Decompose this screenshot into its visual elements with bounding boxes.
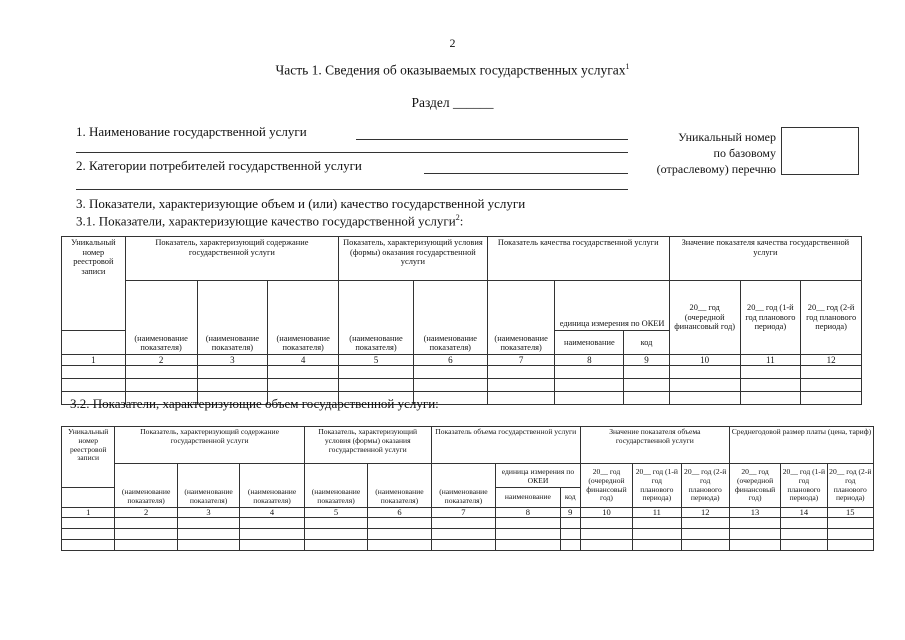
table-cell[interactable] bbox=[801, 379, 862, 392]
t1-header-unit: единица измерения по ОКЕИ bbox=[555, 281, 669, 331]
table-cell[interactable] bbox=[560, 540, 580, 551]
table-cell[interactable] bbox=[624, 366, 670, 379]
t1-colnum: 6 bbox=[413, 355, 487, 366]
t2-colnum: 13 bbox=[729, 508, 780, 518]
quality-table bbox=[61, 236, 862, 405]
t1-header-name: наименование bbox=[555, 331, 624, 355]
table-cell[interactable] bbox=[555, 392, 624, 405]
t2-header-conditions: Показатель, характеризующий условия (формы) оказания государственной услуги bbox=[304, 427, 431, 464]
t2-name-ind-6: (наименование показателя) bbox=[368, 464, 431, 508]
t2-colnum: 15 bbox=[827, 508, 873, 518]
table-cell[interactable] bbox=[624, 392, 670, 405]
t2-colnum: 1 bbox=[62, 508, 115, 518]
t2-header-year2: 20__ год (1-й год планового периода) bbox=[633, 464, 681, 508]
table-cell[interactable] bbox=[62, 366, 126, 379]
table-cell[interactable] bbox=[368, 518, 431, 529]
t2-colnum: 14 bbox=[781, 508, 827, 518]
table-cell[interactable] bbox=[368, 529, 431, 540]
t2-header-fee-year1: 20__ год (очередной финансовый год) bbox=[729, 464, 780, 508]
table-cell[interactable] bbox=[304, 529, 367, 540]
t1-colnum: 9 bbox=[624, 355, 670, 366]
table-cell[interactable] bbox=[801, 392, 862, 405]
t1-header-conditions: Показатель, характеризующий условия (формы) оказания государственной услуги bbox=[339, 237, 488, 281]
t2-colnum: 10 bbox=[580, 508, 632, 518]
t2-colnum: 9 bbox=[560, 508, 580, 518]
table-cell[interactable] bbox=[496, 540, 560, 551]
table-cell[interactable] bbox=[580, 540, 632, 551]
table-cell[interactable] bbox=[197, 366, 268, 379]
unique-number-box[interactable] bbox=[781, 127, 859, 175]
table-cell[interactable] bbox=[729, 540, 780, 551]
table-row bbox=[62, 518, 874, 529]
t1-colnum: 10 bbox=[669, 355, 740, 366]
table-row bbox=[62, 379, 862, 392]
table-cell[interactable] bbox=[496, 529, 560, 540]
t1-colnum: 2 bbox=[125, 355, 197, 366]
t2-colnum: 3 bbox=[177, 508, 239, 518]
t1-header-year3: 20__ год (2-й год планового периода) bbox=[801, 281, 862, 355]
table-cell[interactable] bbox=[62, 518, 115, 529]
table-cell[interactable] bbox=[304, 540, 367, 551]
t2-header-value: Значение показателя объема государственной услуги bbox=[580, 427, 729, 464]
table-cell[interactable] bbox=[115, 529, 177, 540]
table-cell[interactable] bbox=[681, 529, 729, 540]
table-row bbox=[62, 366, 862, 379]
table-cell[interactable] bbox=[781, 540, 827, 551]
section-label: Раздел ______ bbox=[411, 95, 494, 110]
t2-name-ind-5: (наименование показателя) bbox=[304, 464, 367, 508]
unique-number-line1: Уникальный номер bbox=[678, 130, 776, 144]
table-cell[interactable] bbox=[827, 518, 873, 529]
t1-header-value: Значение показателя качества государственной услуги bbox=[669, 237, 861, 281]
field-consumer-categories-line-2[interactable] bbox=[76, 189, 628, 190]
table-cell[interactable] bbox=[580, 529, 632, 540]
t1-colnum: 1 bbox=[62, 355, 126, 366]
table-cell[interactable] bbox=[669, 379, 740, 392]
table-cell[interactable] bbox=[431, 518, 495, 529]
t2-header-fee-year3: 20__ год (2-й год планового периода) bbox=[827, 464, 873, 508]
table-cell[interactable] bbox=[827, 529, 873, 540]
table-cell[interactable] bbox=[740, 392, 801, 405]
t2-header-fee-year2: 20__ год (1-й год планового периода) bbox=[781, 464, 827, 508]
table-cell[interactable] bbox=[633, 529, 681, 540]
field-consumer-categories-line[interactable] bbox=[424, 173, 628, 174]
t1-name-ind-5: (наименование показателя) bbox=[339, 281, 414, 355]
t2-colnum: 11 bbox=[633, 508, 681, 518]
t2-header-year1: 20__ год (очередной финансовый год) bbox=[580, 464, 632, 508]
t2-colnum: 2 bbox=[115, 508, 177, 518]
t1-colnum: 4 bbox=[268, 355, 339, 366]
t1-header-quality: Показатель качества государственной услуги bbox=[487, 237, 669, 281]
table-cell[interactable] bbox=[197, 379, 268, 392]
table-cell[interactable] bbox=[115, 540, 177, 551]
t1-registry-empty bbox=[62, 331, 126, 355]
table-cell[interactable] bbox=[487, 379, 555, 392]
t1-name-ind-4: (наименование показателя) bbox=[268, 281, 339, 355]
table-cell[interactable] bbox=[633, 540, 681, 551]
t2-name-ind-2: (наименование показателя) bbox=[115, 464, 177, 508]
unique-number-label bbox=[600, 129, 776, 177]
t1-header-code: код bbox=[624, 331, 670, 355]
table-cell[interactable] bbox=[496, 518, 560, 529]
t2-colnum: 12 bbox=[681, 508, 729, 518]
table1-heading-text: 3.1. Показатели, характеризующие качество государственной услуги bbox=[76, 213, 456, 229]
table1-heading bbox=[76, 213, 463, 229]
t1-header-year1: 20__ год (очередной финансовый год) bbox=[669, 281, 740, 355]
table-cell[interactable] bbox=[177, 529, 239, 540]
unique-number-line3: (отраслевому) перечню bbox=[656, 162, 776, 176]
field-service-name-line[interactable] bbox=[356, 139, 628, 140]
field-indicators-label: 3. Показатели, характеризующие объем и (или) качество государственной услуги bbox=[76, 196, 526, 211]
table-cell[interactable] bbox=[487, 392, 555, 405]
volume-table bbox=[61, 426, 874, 551]
table-cell[interactable] bbox=[125, 379, 197, 392]
table-cell[interactable] bbox=[413, 379, 487, 392]
table-cell[interactable] bbox=[740, 366, 801, 379]
table-cell[interactable] bbox=[339, 379, 414, 392]
table-cell[interactable] bbox=[304, 518, 367, 529]
t2-header-name: наименование bbox=[496, 488, 560, 508]
table-cell[interactable] bbox=[368, 540, 431, 551]
table-cell[interactable] bbox=[487, 366, 555, 379]
t1-colnum: 3 bbox=[197, 355, 268, 366]
table-cell[interactable] bbox=[781, 529, 827, 540]
t2-registry-empty bbox=[62, 488, 115, 508]
table-cell[interactable] bbox=[560, 518, 580, 529]
table-cell[interactable] bbox=[339, 366, 414, 379]
t1-colnum: 8 bbox=[555, 355, 624, 366]
table-cell[interactable] bbox=[62, 379, 126, 392]
t1-colnum: 5 bbox=[339, 355, 414, 366]
t2-name-ind-3: (наименование показателя) bbox=[177, 464, 239, 508]
table1-heading-footnote: 2 bbox=[455, 213, 460, 222]
table-row bbox=[62, 540, 874, 551]
t1-name-ind-6: (наименование показателя) bbox=[413, 281, 487, 355]
t2-header-content: Показатель, характеризующий содержание государственной услуги bbox=[115, 427, 304, 464]
table-cell[interactable] bbox=[729, 529, 780, 540]
part-title bbox=[0, 62, 905, 79]
t1-header-year2: 20__ год (1-й год планового периода) bbox=[740, 281, 801, 355]
table-cell[interactable] bbox=[681, 540, 729, 551]
t2-name-ind-4: (наименование показателя) bbox=[240, 464, 304, 508]
t2-header-volume: Показатель объема государственной услуги bbox=[431, 427, 580, 464]
t1-header-content: Показатель, характеризующий содержание государственной услуги bbox=[125, 237, 338, 281]
t2-colnum: 5 bbox=[304, 508, 367, 518]
table-cell[interactable] bbox=[801, 366, 862, 379]
t2-colnum: 7 bbox=[431, 508, 495, 518]
part-title-footnote: 1 bbox=[625, 62, 630, 71]
table-cell[interactable] bbox=[580, 518, 632, 529]
table-cell[interactable] bbox=[240, 540, 304, 551]
table1-heading-colon: : bbox=[459, 213, 464, 229]
table-cell[interactable] bbox=[729, 518, 780, 529]
table-cell[interactable] bbox=[781, 518, 827, 529]
table-cell[interactable] bbox=[268, 366, 339, 379]
t1-colnum: 7 bbox=[487, 355, 555, 366]
part-title-text: Часть 1. Сведения об оказываемых государственных услугах bbox=[275, 62, 626, 78]
table-row bbox=[62, 529, 874, 540]
table-cell[interactable] bbox=[740, 379, 801, 392]
field-service-name-label: 1. Наименование государственной услуги bbox=[76, 124, 307, 139]
t1-name-ind-7: (наименование показателя) bbox=[487, 281, 555, 355]
t1-colnum: 12 bbox=[801, 355, 862, 366]
table-cell[interactable] bbox=[177, 540, 239, 551]
t2-colnum: 6 bbox=[368, 508, 431, 518]
table-cell[interactable] bbox=[669, 366, 740, 379]
t1-header-registry: Уникальный номер реестровой записи bbox=[62, 237, 126, 331]
table-cell[interactable] bbox=[827, 540, 873, 551]
table-cell[interactable] bbox=[560, 529, 580, 540]
page-number: 2 bbox=[449, 36, 456, 50]
table-cell[interactable] bbox=[177, 518, 239, 529]
table-cell[interactable] bbox=[681, 518, 729, 529]
table-cell[interactable] bbox=[431, 529, 495, 540]
table-cell[interactable] bbox=[633, 518, 681, 529]
t2-header-registry: Уникальный номер реестровой записи bbox=[62, 427, 115, 488]
field-service-name-line-2[interactable] bbox=[76, 152, 628, 153]
table-cell[interactable] bbox=[268, 379, 339, 392]
t1-name-ind-3: (наименование показателя) bbox=[197, 281, 268, 355]
table-cell[interactable] bbox=[555, 366, 624, 379]
t2-header-fee: Среднегодовой размер платы (цена, тариф) bbox=[729, 427, 873, 464]
t2-header-unit: единица измерения по ОКЕИ bbox=[496, 464, 581, 488]
table-cell[interactable] bbox=[125, 366, 197, 379]
table-cell[interactable] bbox=[240, 518, 304, 529]
table-cell[interactable] bbox=[62, 540, 115, 551]
table-cell[interactable] bbox=[624, 379, 670, 392]
t2-header-year3: 20__ год (2-й год планового периода) bbox=[681, 464, 729, 508]
unique-number-line2: по базовому bbox=[713, 146, 776, 160]
field-consumer-categories-label: 2. Категории потребителей государственной услуги bbox=[76, 158, 362, 173]
t2-colnum: 8 bbox=[496, 508, 560, 518]
table-cell[interactable] bbox=[115, 518, 177, 529]
t2-name-ind-7: (наименование показателя) bbox=[431, 464, 495, 508]
table-cell[interactable] bbox=[555, 379, 624, 392]
table2-heading: 3.2. Показатели, характеризующие объем государственной услуги: bbox=[70, 396, 439, 411]
t1-name-ind-2: (наименование показателя) bbox=[125, 281, 197, 355]
table-cell[interactable] bbox=[669, 392, 740, 405]
table-cell[interactable] bbox=[413, 366, 487, 379]
table-cell[interactable] bbox=[240, 529, 304, 540]
t1-colnum: 11 bbox=[740, 355, 801, 366]
table-cell[interactable] bbox=[62, 529, 115, 540]
t2-colnum: 4 bbox=[240, 508, 304, 518]
table-cell[interactable] bbox=[431, 540, 495, 551]
t2-header-code: код bbox=[560, 488, 580, 508]
